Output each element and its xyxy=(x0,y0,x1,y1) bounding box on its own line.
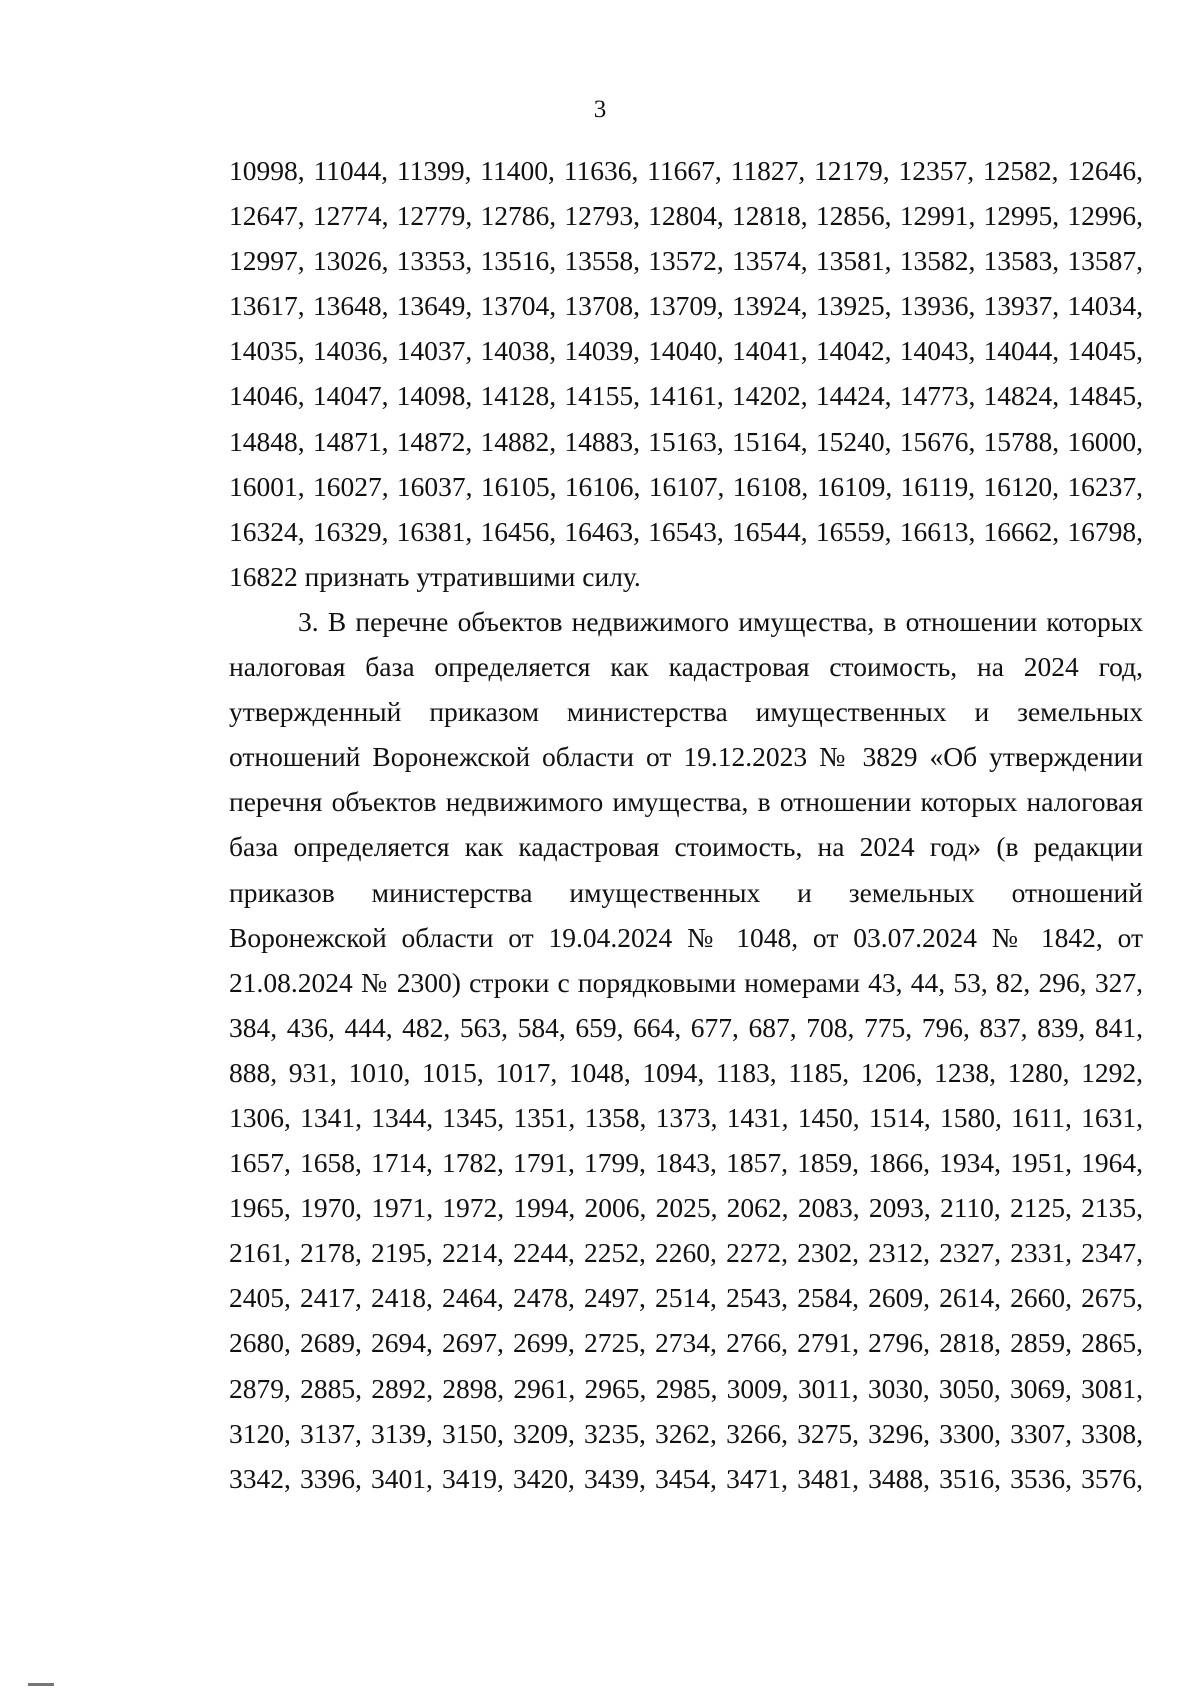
text-line: приказов министерства имущественных и земельных отношений xyxy=(229,876,1143,908)
text-line: 21.08.2024 № 2300) строки с порядковыми номерами 43, 44, 53, 82, 296, 327, xyxy=(229,966,1143,998)
text-line: 14035, 14036, 14037, 14038, 14039, 14040, 14041, 14042, 14043, 14044, 14045, xyxy=(229,335,1143,367)
text-line: 14046, 14047, 14098, 14128, 14155, 14161, 14202, 14424, 14773, 14824, 14845, xyxy=(229,380,1143,412)
text-line: 384, 436, 444, 482, 563, 584, 659, 664, 677, 687, 708, 775, 796, 837, 839, 841, xyxy=(229,1011,1143,1043)
text-line: 13617, 13648, 13649, 13704, 13708, 13709, 13924, 13925, 13936, 13937, 14034, xyxy=(229,290,1143,322)
text-line: Воронежской области от 19.04.2024 № 1048, от 03.07.2024 № 1842, от xyxy=(229,921,1143,953)
text-line: 16001, 16027, 16037, 16105, 16106, 16107, 16108, 16109, 16119, 16120, 16237, xyxy=(229,470,1143,502)
text-line-paragraph-start: 3. В перечне объектов недвижимого имущества, в отношении которых xyxy=(298,605,1143,637)
text-line: база определяется как кадастровая стоимость, на 2024 год» (в редакции xyxy=(229,831,1143,863)
text-line: 12647, 12774, 12779, 12786, 12793, 12804, 12818, 12856, 12991, 12995, 12996, xyxy=(229,200,1143,232)
document-body xyxy=(229,148,1143,1501)
text-line: 16324, 16329, 16381, 16456, 16463, 16543, 16544, 16559, 16613, 16662, 16798, xyxy=(229,515,1143,547)
text-line: 14848, 14871, 14872, 14882, 14883, 15163, 15164, 15240, 15676, 15788, 16000, xyxy=(229,425,1143,457)
text-line: 3120, 3137, 3139, 3150, 3209, 3235, 3262, 3266, 3275, 3296, 3300, 3307, 3308, xyxy=(229,1417,1143,1449)
text-line: отношений Воронежской области от 19.12.2023 № 3829 «Об утверждении xyxy=(229,741,1143,773)
text-line: 1306, 1341, 1344, 1345, 1351, 1358, 1373, 1431, 1450, 1514, 1580, 1611, 1631, xyxy=(229,1101,1143,1133)
text-line: перечня объектов недвижимого имущества, в отношении которых налоговая xyxy=(229,786,1143,818)
text-line: 1965, 1970, 1971, 1972, 1994, 2006, 2025, 2062, 2083, 2093, 2110, 2125, 2135, xyxy=(229,1192,1143,1224)
text-line: 10998, 11044, 11399, 11400, 11636, 11667, 11827, 12179, 12357, 12582, 12646, xyxy=(229,155,1143,186)
text-line: 2405, 2417, 2418, 2464, 2478, 2497, 2514, 2543, 2584, 2609, 2614, 2660, 2675, xyxy=(229,1282,1143,1314)
text-line: 12997, 13026, 13353, 13516, 13558, 13572, 13574, 13581, 13582, 13583, 13587, xyxy=(229,245,1143,277)
scan-edge-mark xyxy=(28,1683,54,1686)
text-line: 2879, 2885, 2892, 2898, 2961, 2965, 2985, 3009, 3011, 3030, 3050, 3069, 3081, xyxy=(229,1372,1143,1404)
text-line-paragraph-end: 16822 признать утратившими силу. xyxy=(229,560,641,592)
text-line: 888, 931, 1010, 1015, 1017, 1048, 1094, 1183, 1185, 1206, 1238, 1280, 1292, xyxy=(229,1056,1143,1088)
text-line: налоговая база определяется как кадастровая стоимость, на 2024 год, xyxy=(229,651,1143,683)
text-line: 2680, 2689, 2694, 2697, 2699, 2725, 2734, 2766, 2791, 2796, 2818, 2859, 2865, xyxy=(229,1327,1143,1359)
text-line: утвержденный приказом министерства имущественных и земельных xyxy=(229,696,1143,728)
text-line: 3342, 3396, 3401, 3419, 3420, 3439, 3454, 3471, 3481, 3488, 3516, 3536, 3576, xyxy=(229,1462,1143,1494)
text-line: 2161, 2178, 2195, 2214, 2244, 2252, 2260, 2272, 2302, 2312, 2327, 2331, 2347, xyxy=(229,1237,1143,1269)
page-number: 3 xyxy=(593,96,607,123)
text-line: 1657, 1658, 1714, 1782, 1791, 1799, 1843, 1857, 1859, 1866, 1934, 1951, 1964, xyxy=(229,1147,1143,1179)
